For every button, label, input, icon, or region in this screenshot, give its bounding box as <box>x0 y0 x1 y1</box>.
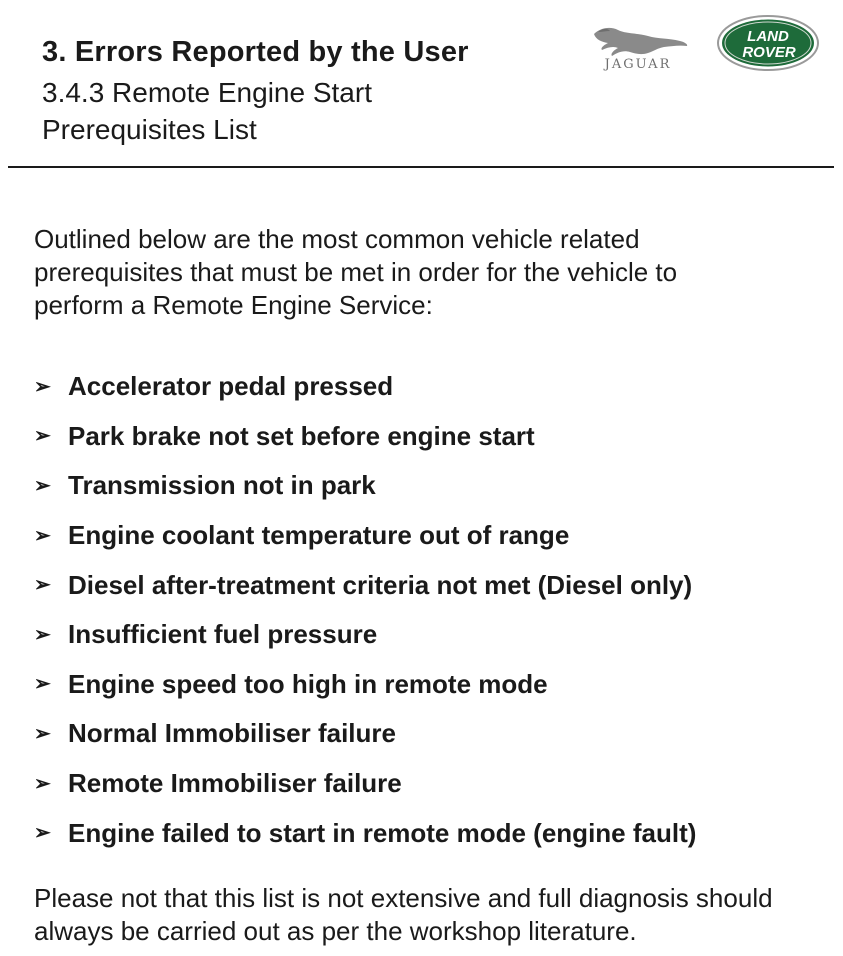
list-item-text: Normal Immobiliser failure <box>68 718 396 749</box>
intro-paragraph: Outlined below are the most common vehicle related prerequisites that must be met in order for the vehicle to perform a Remote Engine Service: <box>34 224 678 320</box>
list-item <box>34 610 696 660</box>
list-item-text: Accelerator pedal pressed <box>68 371 394 402</box>
arrow-bullet-icon: ➢ <box>34 722 51 745</box>
land-rover-logo <box>716 14 820 72</box>
leaping-jaguar-icon <box>594 28 687 56</box>
list-item-text: Insufficient fuel pressure <box>68 619 378 650</box>
arrow-bullet-icon: ➢ <box>34 574 51 597</box>
subsection-title: 3.4.3 Remote Engine Start Prerequisites List <box>42 77 372 145</box>
list-item-text: Engine coolant temperature out of range <box>68 520 570 551</box>
arrow-bullet-icon: ➢ <box>34 772 51 795</box>
page-header <box>0 0 843 168</box>
list-item-text: Engine failed to start in remote mode (engine fault) <box>68 817 697 848</box>
list-item-text: Transmission not in park <box>68 470 376 501</box>
land-rover-wordmark-line1: LAND <box>747 28 789 45</box>
jaguar-wordmark: JAGUAR <box>604 57 672 72</box>
list-item-text: Park brake not set before engine start <box>68 420 535 451</box>
arrow-bullet-icon: ➢ <box>34 623 51 646</box>
footnote-paragraph: Please not that this list is not extensive and full diagnosis should always be carried out as per the workshop literature. <box>34 883 773 946</box>
section-title: 3. Errors Reported by the User <box>42 36 469 68</box>
arrow-bullet-icon: ➢ <box>34 425 51 448</box>
jaguar-logo <box>584 16 692 72</box>
list-item <box>34 808 696 858</box>
arrow-bullet-icon: ➢ <box>34 822 51 845</box>
arrow-bullet-icon: ➢ <box>34 673 51 696</box>
prerequisites-list <box>34 362 696 858</box>
list-item <box>34 709 696 759</box>
list-item <box>34 560 696 610</box>
list-item-text: Diesel after-treatment criteria not met (Diesel only) <box>68 569 693 600</box>
land-rover-wordmark-line2: ROVER <box>742 44 796 61</box>
list-item <box>34 759 696 809</box>
arrow-bullet-icon: ➢ <box>34 524 51 547</box>
list-item-text: Engine speed too high in remote mode <box>68 668 548 699</box>
list-item <box>34 412 696 462</box>
list-item <box>34 660 696 710</box>
list-item-text: Remote Immobiliser failure <box>68 768 402 799</box>
header-divider <box>8 166 834 168</box>
list-item <box>34 511 696 561</box>
arrow-bullet-icon: ➢ <box>34 474 51 497</box>
arrow-bullet-icon: ➢ <box>34 375 51 398</box>
list-item <box>34 461 696 511</box>
list-item <box>34 362 696 412</box>
